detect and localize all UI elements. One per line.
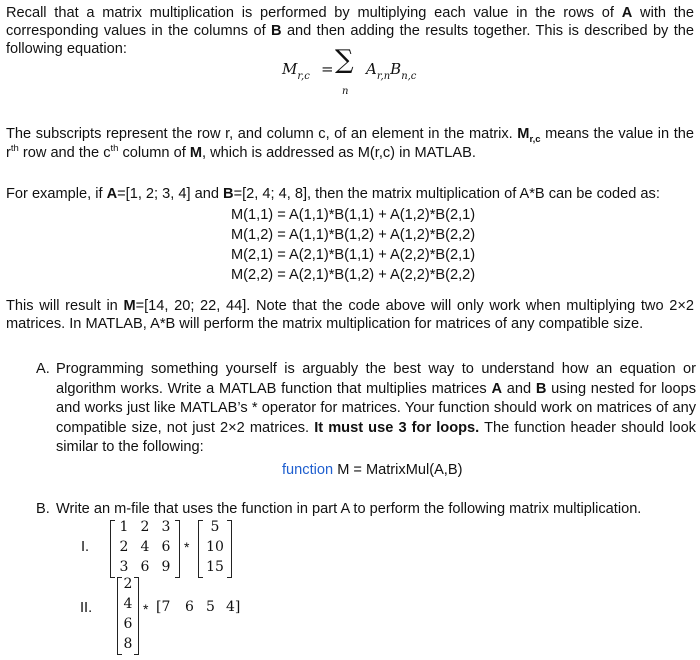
column-vector-4x1: 2 4 6 8 xyxy=(117,575,139,655)
intro-line-1: Recall that a matrix multiplication is performed by multiplying each value in the rows of A with the xyxy=(6,5,695,21)
multiply-operator-2: * xyxy=(143,601,149,617)
code-line: M(2,1) = A(2,1)*B(1,1) + A(2,2)*B(2,1) xyxy=(231,247,476,263)
result-line-2: matrices. In MATLAB, A*B will perform the matrix multiplication for matrices of any compatible size. xyxy=(6,316,644,332)
subscripts-line-2: $r^{th}$ row and the $c^{th}$ column of M, which is addressed as M(r,c) in MATLAB. xyxy=(6,143,476,161)
code-line: M(1,1) = A(1,1)*B(1,1) + A(1,2)*B(2,1) xyxy=(231,207,476,223)
part-b-text: Write an m-file that uses the function in part A to perform the following matrix multiplication. xyxy=(56,501,642,517)
item-i-label: I. xyxy=(81,539,90,555)
part-a-text: Programming something yourself is arguably the best way to understand how an equation or algorithm works. Write a MATLAB function that multiplies matrices A and B using nested for loops and works just like MATLAB’s * operator for matrices. Your function should work on matrices of any compatible size, not just 2×2 matrices. It must use 3 for loops. The function header should look similar to the following: xyxy=(56,361,697,456)
function-header: function M = MatrixMul(A,B) xyxy=(282,462,463,478)
result-line-1: This will result in M=[14, 20; 22, 44]. Note that the code above will only work when multiplying two 2×2 xyxy=(6,298,694,314)
subscripts-line-1: The subscripts represent the row r, and column c, of an element in the matrix. $M_{r,c}$ means the value in the xyxy=(6,126,694,145)
row-vector-1x4: [7 6 5 4] xyxy=(156,599,241,615)
intro-line-2: corresponding values in the columns of B and then adding the results together. This is described by the xyxy=(6,23,695,39)
multiply-operator: * xyxy=(184,539,190,555)
part-a-marker: A. xyxy=(36,361,50,377)
code-line: M(2,2) = A(2,1)*B(1,2) + A(2,2)*B(2,2) xyxy=(231,267,476,283)
part-b-marker: B. xyxy=(36,501,50,517)
sigma-symbol: ∑ xyxy=(335,45,354,75)
example-code xyxy=(231,205,475,285)
item-ii-label: II. xyxy=(80,600,93,616)
vector-3x1: 5 10 15 xyxy=(198,518,232,578)
example-intro: For example, if A=[1, 2; 3, 4] and B=[2, 4; 4, 8], then the matrix multiplication of A*B can be coded as: xyxy=(6,186,660,202)
intro-line-3: following equation: xyxy=(6,41,127,57)
matrix-3x3: 1 2 3 2 4 6 3 6 9 xyxy=(110,518,180,578)
code-line: M(1,2) = A(1,1)*B(1,2) + A(1,2)*B(2,2) xyxy=(231,227,476,243)
